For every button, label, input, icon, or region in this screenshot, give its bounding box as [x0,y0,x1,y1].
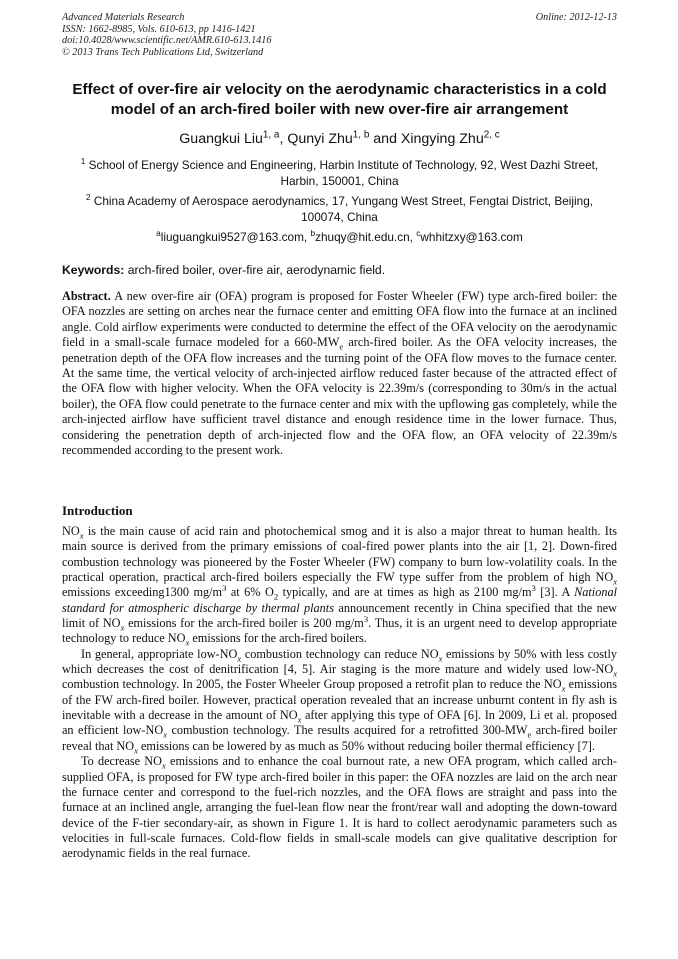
affiliation-number: 1 [80,157,86,167]
email-mark: a [156,229,161,239]
email-list [62,229,617,245]
affiliation-1 [62,157,617,189]
affiliation-2 [62,193,617,225]
doi-line: doi:10.4028/www.scientific.net/AMR.610-613.1416 [62,35,272,47]
text: combustion technology can reduce NO [241,646,439,661]
abstract-text: arch-fired boiler. As the OFA velocity increases, the penetration depth of the OFA flow increases and the turning point of the OFA flow moves to the furnace center. At the same time, the vertical velocity of arch-injected airflow reduced faster because of the attracted effect of the OFA flow with higher velocity. When the OFA velocity is 22.39m/s (corresponding to 30m/s in the actual boiler), the OFA flow could penetrate to the furnace center and mix with the upflowing gas completely, while the arch-injected airflow have sufficient travel distance and enough residence time in the lower furnace. Thus, considering the penetration depth of arch-injected flow and the OFA flow, an OFA velocity of 22.39m/s recommended according to the present work. [62,335,617,458]
subscript: e [527,729,532,740]
abstract-label: Abstract. [62,289,111,303]
paragraph [62,524,617,647]
text: combustion technology. The results acquired for a retrofitted 300-MW [167,723,528,738]
email-address[interactable]: whhitzxy@163.com [420,230,523,244]
paper-title: Effect of over-fire air velocity on the aerodynamic characteristics in a cold model of an arch-fired boiler with new over-fire air arrangement [72,81,607,118]
subscript: x [134,745,138,756]
affiliation-text: 100074, China [301,210,378,225]
text: arch-fired boiler reveal that NO [62,723,617,753]
copyright-line: © 2013 Trans Tech Publications Ltd, Switzerland [62,46,264,58]
author-name: Qunyi Zhu [287,131,353,147]
paragraph [62,647,617,754]
keywords [62,263,617,277]
affiliation-text: School of Energy Science and Engineering, Harbin Institute of Technology, 92, West Dazhi Street, [88,158,599,172]
section-heading-introduction: Introduction [62,503,133,518]
text: combustion technology. In 2005, the Foster Wheeler Group proposed a retrofit plan to reduce the NO [62,677,562,692]
subscript: x [120,622,125,633]
italic-text: National standard for atmospheric discharge by thermal plants [62,585,617,615]
subscript: e [339,341,344,352]
text: announcement recently in China specified that the new limit of NO [62,600,617,631]
text: emissions of the FW arch-fired boiler. However, practical operation revealed that an increase unburnt content in fly ash is inevitable with a decrease in the amount of NO [62,677,617,723]
abstract-text: A new over-fire air (OFA) program is proposed for Foster Wheeler (FW) type arch-fired boiler: the OFA nozzles are setting on arches near the furnace center and emitting OFA flow into the furnace at an inclined angle. Cold airflow experiments were conducted to determine the effect of the OFA velocity on the aerodynamic field in a small-scale furnace modeled for a 660-MW [62,289,617,350]
author-affiliation-mark: 1, b [352,129,370,141]
journal-header [62,12,617,58]
subscript: x [185,637,190,648]
text: after applying this type of OFA [6]. In 2009, Li et al. proposed an efficient low-NO [62,708,618,738]
subscript: x [297,714,302,725]
text: emissions exceeding1300 mg/m [62,585,223,600]
affiliation-number: 2 [85,193,91,203]
text: emissions can be lowered by as much as 50% without reducing boiler thermal efficiency [7]. [137,738,595,753]
author-separator: and [369,131,401,147]
email-mark: b [310,229,316,239]
abstract [62,289,617,458]
text: . Thus, it is an urgent need to develop appropriate technology to reduce NO [62,616,617,646]
text: emissions and to enhance the coal burnout rate, a new OFA program, which called arch-supplied OFA, is proposed for FW type arch-fired boiler in this paper: the OFA nozzles are laid on the arch near the furnace center and correspond to the fuel-rich nozzles, and the OFA flows are straight and pass into the furnace at an inclined angle, arranging the fuel-lean flow near the front/rear wall and adopting the down-toward device of the F-tier secondary-air, as shown in Figure 1. It is hard to collect aerodynamic parameters such as velocities in full-scale furnaces. Cold-flow fields in small-scale models can give qualitative description for aerodynamic fields in the real furnace. [62,754,617,861]
issn-line: ISSN: 1662-8985, Vols. 610-613, pp 1416-1421 [62,23,256,35]
affiliation-text: Harbin, 150001, China [280,174,399,189]
subscript: x [613,576,617,587]
subscript: x [163,729,167,740]
text: emissions for the arch-fired boiler is 200 mg/m [124,616,364,631]
superscript: 3 [363,613,369,624]
author-separator: , [279,131,288,147]
author-name: Guangkui Liu [179,131,263,147]
author-affiliation-mark: 1, a [262,129,280,141]
text: In general, appropriate low-NO [81,646,238,661]
online-date: Online: 2012-12-13 [535,12,617,23]
text: To decrease NO [81,754,162,769]
author-name: Xingying Zhu [400,131,484,147]
subscript: x [438,653,443,664]
subscript: x [162,760,166,771]
author-affiliation-mark: 2, c [483,129,500,141]
text: [3]. A [535,585,575,600]
keywords-text: arch-fired boiler, over-fire air, aerodynamic field. [124,263,386,277]
affiliation-text: China Academy of Aerospace aerodynamics, 17, Yungang West Street, Fengtai District, Beijing, [93,194,594,208]
subscript: x [237,653,242,664]
text: NO [62,524,80,538]
superscript: 3 [531,583,536,594]
subscript: x [561,683,566,694]
text: is the main cause of acid rain and photochemical smog and it is also a major threat to human health. Its main source is derived from the primary emissions of coal-fired power plants into the air [1, 2]. Down-fired combustion technology was pioneered by the Foster Wheeler (FW) company to burn low-volatility coals. In the practical operation, practical arch-fired boilers especially the FW type suffer from the problem of high NO [62,524,617,585]
text: at 6% O [226,585,274,600]
subscript: x [79,530,84,541]
text: emissions for the arch-fired boilers. [189,631,367,646]
email-mark: c [416,229,421,239]
journal-name: Advanced Materials Research [62,12,185,23]
subscript: x [613,668,617,679]
keywords-label: Keywords: [62,263,125,277]
author-list [62,131,617,147]
paragraph [62,754,617,861]
email-address[interactable]: zhuqy@hit.edu.cn, [315,230,417,244]
text: typically, and are at times as high as 2100 mg/m [278,585,532,600]
email-address[interactable]: liuguangkui9527@163.com, [160,230,311,244]
text: emissions by 50% with less costly which decreases the cost of denitrification [4, 5]. Air staging is the more mature and widely used low-NO [62,646,617,677]
superscript: 3 [222,583,227,594]
subscript: 2 [273,591,279,602]
introduction-body [62,524,617,862]
